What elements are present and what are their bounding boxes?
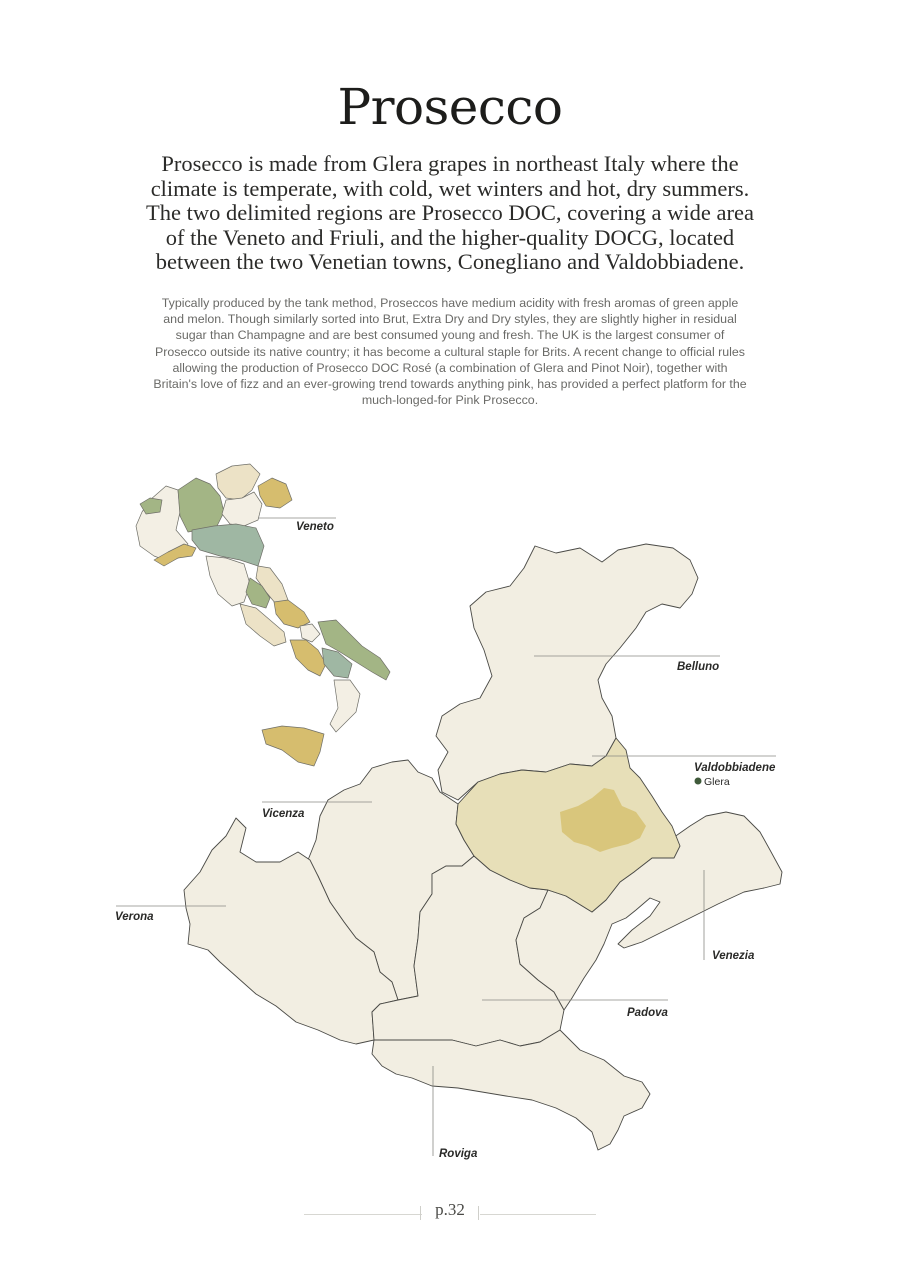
province-belluno bbox=[436, 544, 698, 800]
page-number: p.32 bbox=[435, 1200, 465, 1219]
label-roviga: Roviga bbox=[439, 1148, 478, 1160]
label-belluno: Belluno bbox=[677, 661, 720, 673]
label-valdobbiadene: Valdobbiadene bbox=[694, 762, 776, 774]
label-verona: Verona bbox=[115, 911, 154, 923]
province-roviga bbox=[372, 1030, 650, 1150]
italy-region bbox=[262, 726, 324, 766]
legend-glera-label: Glera bbox=[704, 776, 730, 788]
italy-region bbox=[206, 556, 250, 606]
italy-region bbox=[258, 478, 292, 508]
italy-region bbox=[290, 640, 326, 676]
page-title: Prosecco bbox=[337, 78, 563, 136]
italy-region bbox=[274, 600, 310, 628]
legend-glera-dot bbox=[695, 778, 702, 785]
body-paragraph: Typically produced by the tank method, Proseccos have medium acidity with fresh aromas of green apple and melon. Though similarly sorted into Brut, Extra Dry and Dry styles, they are slightly higher in residual sugar than Champagne and are best consumed young and fresh. The UK is the largest consumer of Prosecco outside its native country; it has become a cultural staple for Brits. A recent change to official rules allowing the production of Prosecco DOC Rosé (a combination of Glera and Pinot Noir), together with Britain's love of fizz and an ever-growing trend towards anything pink, has provided a perfect platform for the much-longed-for Pink Prosecco. bbox=[153, 296, 747, 408]
lead-paragraph: Prosecco is made from Glera grapes in northeast Italy where the climate is temperate, with cold, wet winters and hot, dry summers. The two delimited regions are Prosecco DOC, covering a wide area of the Veneto and Friuli, and the higher-quality DOCG, located between the two Venetian towns, Conegliano and Valdobbiadene. bbox=[146, 151, 754, 275]
italy-inset-map bbox=[136, 464, 390, 766]
label-padova: Padova bbox=[627, 1007, 668, 1019]
footer-tick-right bbox=[478, 1206, 479, 1220]
italy-region bbox=[330, 680, 360, 732]
italy-region bbox=[178, 478, 224, 532]
label-veneto-inset: Veneto bbox=[296, 521, 334, 533]
page-footer bbox=[0, 1200, 900, 1230]
label-vicenza: Vicenza bbox=[262, 808, 305, 820]
italy-region bbox=[300, 624, 320, 642]
footer-rule-right bbox=[480, 1214, 596, 1215]
label-venezia: Venezia bbox=[712, 950, 755, 962]
